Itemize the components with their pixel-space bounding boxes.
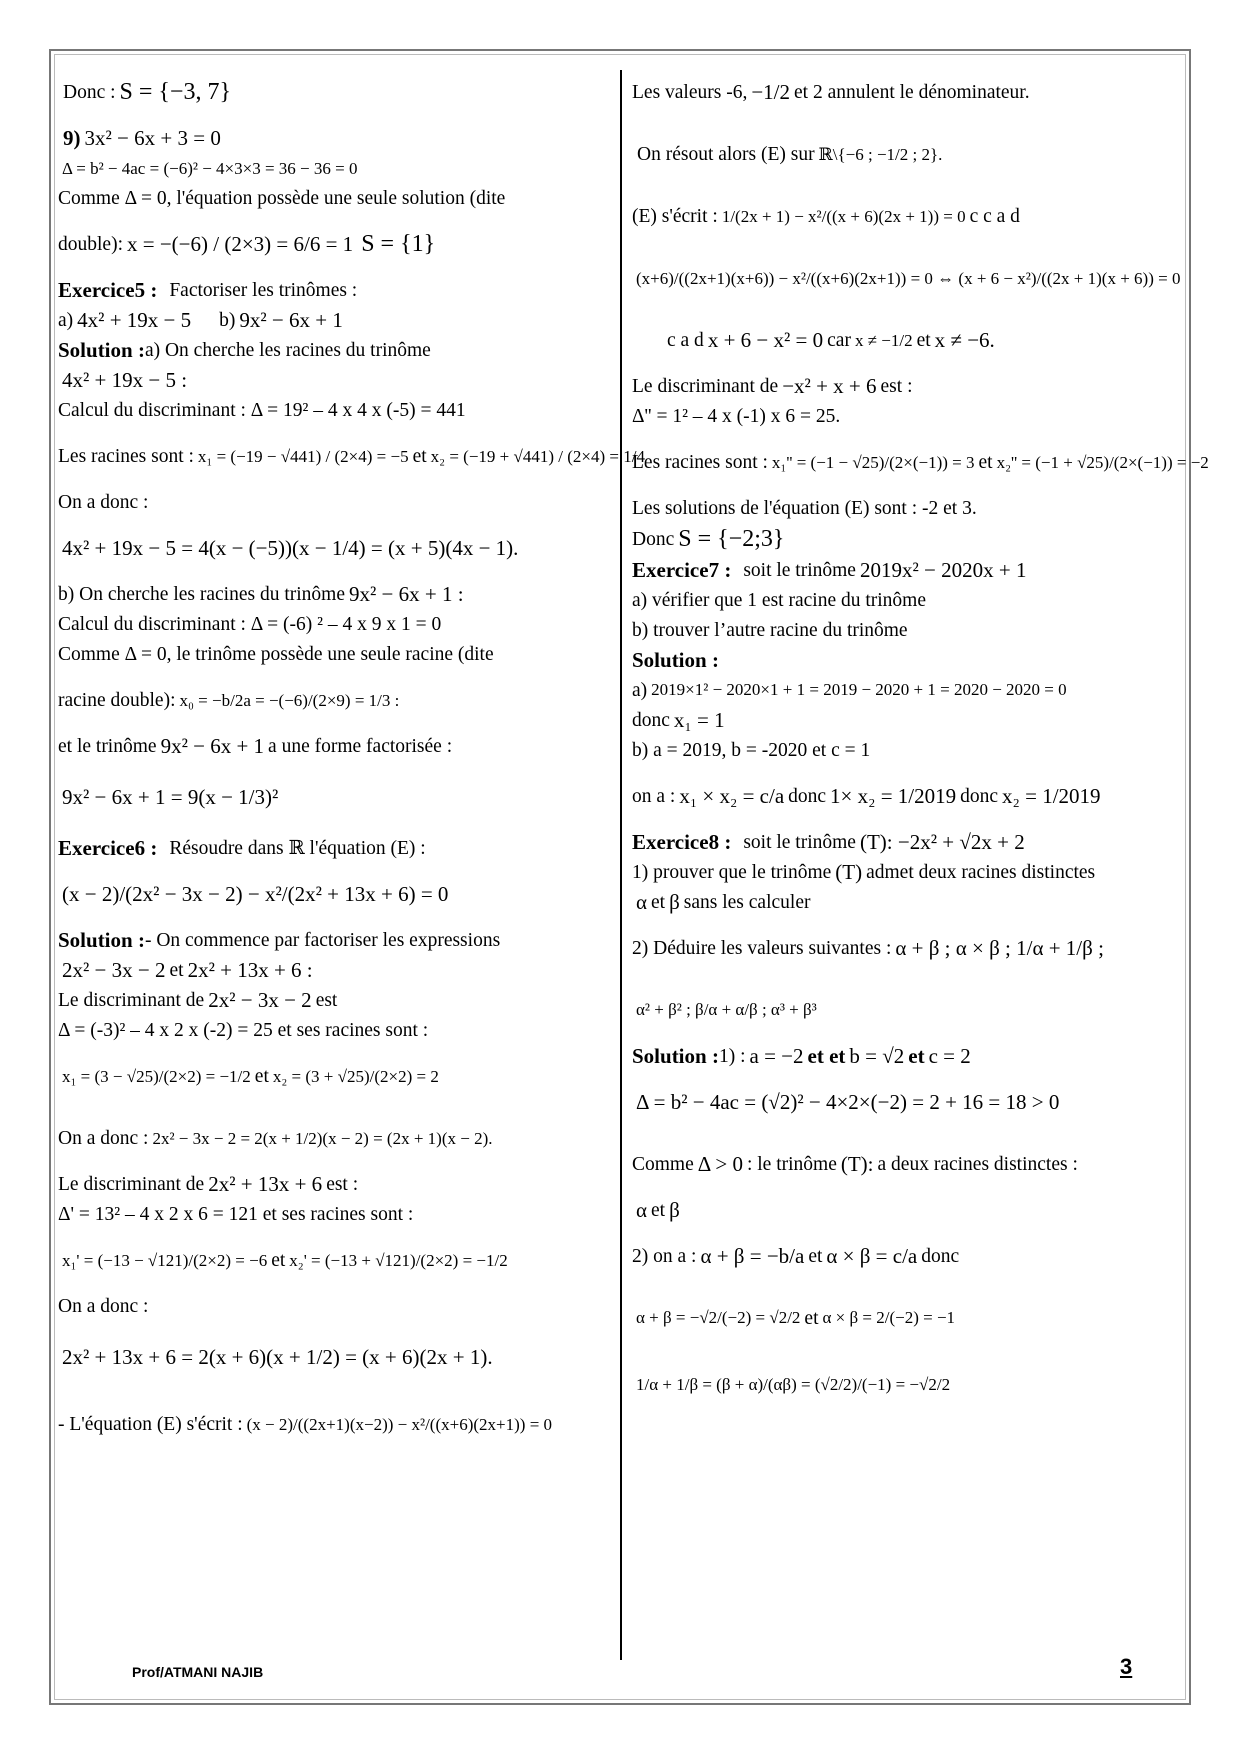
line: Les solutions de l'équation (E) sont : -2 et 3. bbox=[632, 498, 977, 520]
line: α + β = −√2/(−2) = √2/2 et α × β = 2/(−2) = −1 bbox=[636, 1307, 956, 1329]
line: On a donc : 2x² − 3x − 2 = 2(x + 1/2)(x − 2) = (2x + 1)(x − 2). bbox=[58, 1128, 493, 1150]
line: c a d x + 6 − x² = 0 car x ≠ −1/2 et x ≠ −6. bbox=[667, 328, 995, 353]
exercise-heading: Exercice7 : soit le trinôme 2019x² − 2020x + 1 bbox=[632, 557, 1027, 582]
line: Δ'' = 1² – 4 x (-1) x 6 = 25. bbox=[632, 406, 841, 428]
line: Donc S = {−2;3} bbox=[632, 526, 785, 552]
line: Le discriminant de 2x² − 3x − 2 est bbox=[58, 988, 338, 1013]
line: a) 4x² + 19x − 5 b) 9x² − 6x + 1 bbox=[58, 308, 343, 333]
exercise-heading: Exercice6 : Résoudre dans ℝ l'équation (E) : bbox=[58, 836, 426, 861]
line: α et β sans les calculer bbox=[636, 889, 811, 914]
line: Comme Δ = 0, le trinôme possède une seule racine (dite bbox=[58, 644, 494, 666]
line: double): x = −(−6) / (2×3) = 6/6 = 1 S = {1} bbox=[58, 231, 436, 258]
right-column bbox=[632, 62, 1209, 1421]
line: 4x² + 19x − 5 = 4(x − (−5))(x − 1/4) = (x + 5)(4x − 1). bbox=[62, 536, 519, 561]
line: Δ = (-3)² – 4 x 2 x (-2) = 25 et ses racines sont : bbox=[58, 1020, 429, 1042]
line: (x+6)/((2x+1)(x+6)) − x²/((x+6)(2x+1)) = 0 ⇔ (x + 6 − x²)/((2x + 1)(x + 6)) = 0 bbox=[636, 268, 1181, 288]
solution-heading: Solution : 1) : a = −2 et et b = √2 et c = 2 bbox=[632, 1043, 971, 1068]
line: Calcul du discriminant : Δ = 19² – 4 x 4 x (-5) = 441 bbox=[58, 400, 466, 422]
line: On a donc : bbox=[58, 492, 149, 514]
column-divider bbox=[620, 70, 622, 1660]
line: b) a = 2019, b = -2020 et c = 1 bbox=[632, 739, 871, 761]
line: racine double): x₀ = −b/2a = −(−6)/(2×9) = 1/3 : bbox=[58, 690, 400, 712]
line: donc x₁ = 1 bbox=[632, 707, 725, 732]
solution-heading: Solution : bbox=[632, 647, 719, 672]
line: a) vérifier que 1 est racine du trinôme bbox=[632, 589, 926, 611]
line: et le trinôme 9x² − 6x + 1 a une forme factorisée : bbox=[58, 734, 453, 759]
line: 4x² + 19x − 5 : bbox=[62, 368, 188, 393]
line: 2x² + 13x + 6 = 2(x + 6)(x + 1/2) = (x + 6)(2x + 1). bbox=[62, 1345, 493, 1370]
line: Δ' = 13² – 4 x 2 x 6 = 121 et ses racines sont : bbox=[58, 1204, 414, 1226]
left-column bbox=[58, 62, 645, 1456]
line: Calcul du discriminant : Δ = (-6) ² – 4 x 9 x 1 = 0 bbox=[58, 614, 442, 636]
line: a) 2019×1² − 2020×1 + 1 = 2019 − 2020 + 1 = 2020 − 2020 = 0 bbox=[632, 679, 1067, 701]
line: (x − 2)/(2x² − 3x − 2) − x²/(2x² + 13x + 6) = 0 bbox=[62, 882, 449, 907]
line: 2) Déduire les valeurs suivantes : α + β ; α × β ; 1/α + 1/β ; bbox=[632, 935, 1104, 960]
line: 1/α + 1/β = (β + α)/(αβ) = (√2/2)/(−1) = −√2/2 bbox=[636, 1375, 951, 1395]
line: On a donc : bbox=[58, 1296, 149, 1318]
line: x₁ = (3 − √25)/(2×2) = −1/2 et x₂ = (3 + √25)/(2×2) = 2 bbox=[62, 1066, 439, 1088]
line: on a : x₁ × x₂ = c/a donc 1× x₂ = 1/2019 donc x₂ = 1/2019 bbox=[632, 783, 1101, 808]
line: On résout alors (E) sur ℝ\{−6 ; −1/2 ; 2}. bbox=[637, 144, 943, 166]
footer-author: Prof/ATMANI NAJIB bbox=[132, 1664, 264, 1680]
line: α² + β² ; β/α + α/β ; α³ + β³ bbox=[636, 1000, 817, 1020]
line: 1) prouver que le trinôme (T) admet deux racines distinctes bbox=[632, 859, 1096, 884]
line: Les valeurs -6, −1/2 et 2 annulent le dénominateur. bbox=[632, 80, 1030, 105]
line: b) trouver l’autre racine du trinôme bbox=[632, 619, 908, 641]
solution-heading: Solution : - On commence par factoriser les expressions bbox=[58, 928, 501, 953]
line: 2x² − 3x − 2 et 2x² + 13x + 6 : bbox=[62, 958, 313, 983]
exercise-heading: Exercice8 : soit le trinôme (T): −2x² + √2x + 2 bbox=[632, 829, 1025, 854]
line: (E) s'écrit : 1/(2x + 1) − x²/((x + 6)(2x + 1)) = 0 c c a d bbox=[632, 206, 1020, 228]
line: b) On cherche les racines du trinôme 9x² − 6x + 1 : bbox=[58, 582, 464, 607]
line: 9x² − 6x + 1 = 9(x − 1/3)² bbox=[62, 785, 279, 810]
line: x₁' = (−13 − √121)/(2×2) = −6 et x₂' = (−13 + √121)/(2×2) = −1/2 bbox=[62, 1250, 508, 1272]
line: α et β bbox=[636, 1197, 680, 1222]
line: Les racines sont : x₁ = (−19 − √441) / (2×4) = −5 et x₂ = (−19 + √441) / (2×4) = 1/4 bbox=[58, 446, 645, 468]
line: Δ = b² − 4ac = (−6)² − 4×3×3 = 36 − 36 = 0 bbox=[62, 158, 358, 178]
page-number: 3 bbox=[1120, 1654, 1133, 1679]
solution-heading: Solution : a) On cherche les racines du trinôme bbox=[58, 338, 431, 363]
line: Donc : S = {−3, 7} bbox=[63, 79, 231, 106]
line: Comme Δ = 0, l'équation possède une seule solution (dite bbox=[58, 188, 506, 210]
line: 9) 3x² − 6x + 3 = 0 bbox=[63, 126, 221, 151]
line: - L'équation (E) s'écrit : (x − 2)/((2x+1)(x−2)) − x²/((x+6)(2x+1)) = 0 bbox=[58, 1414, 553, 1436]
line: Les racines sont : x₁'' = (−1 − √25)/(2×(−1)) = 3 et x₂'' = (−1 + √25)/(2×(−1)) = −2 bbox=[632, 452, 1209, 474]
line: Le discriminant de −x² + x + 6 est : bbox=[632, 374, 913, 399]
line: 2) on a : α + β = −b/a et α × β = c/a donc bbox=[632, 1243, 960, 1268]
exercise-heading: Exercice5 : Factoriser les trinômes : bbox=[58, 278, 358, 303]
line: Le discriminant de 2x² + 13x + 6 est : bbox=[58, 1172, 359, 1197]
line: Δ = b² − 4ac = (√2)² − 4×2×(−2) = 2 + 16 = 18 > 0 bbox=[636, 1089, 1060, 1114]
line: Comme Δ > 0 : le trinôme (T): a deux racines distinctes : bbox=[632, 1151, 1078, 1176]
